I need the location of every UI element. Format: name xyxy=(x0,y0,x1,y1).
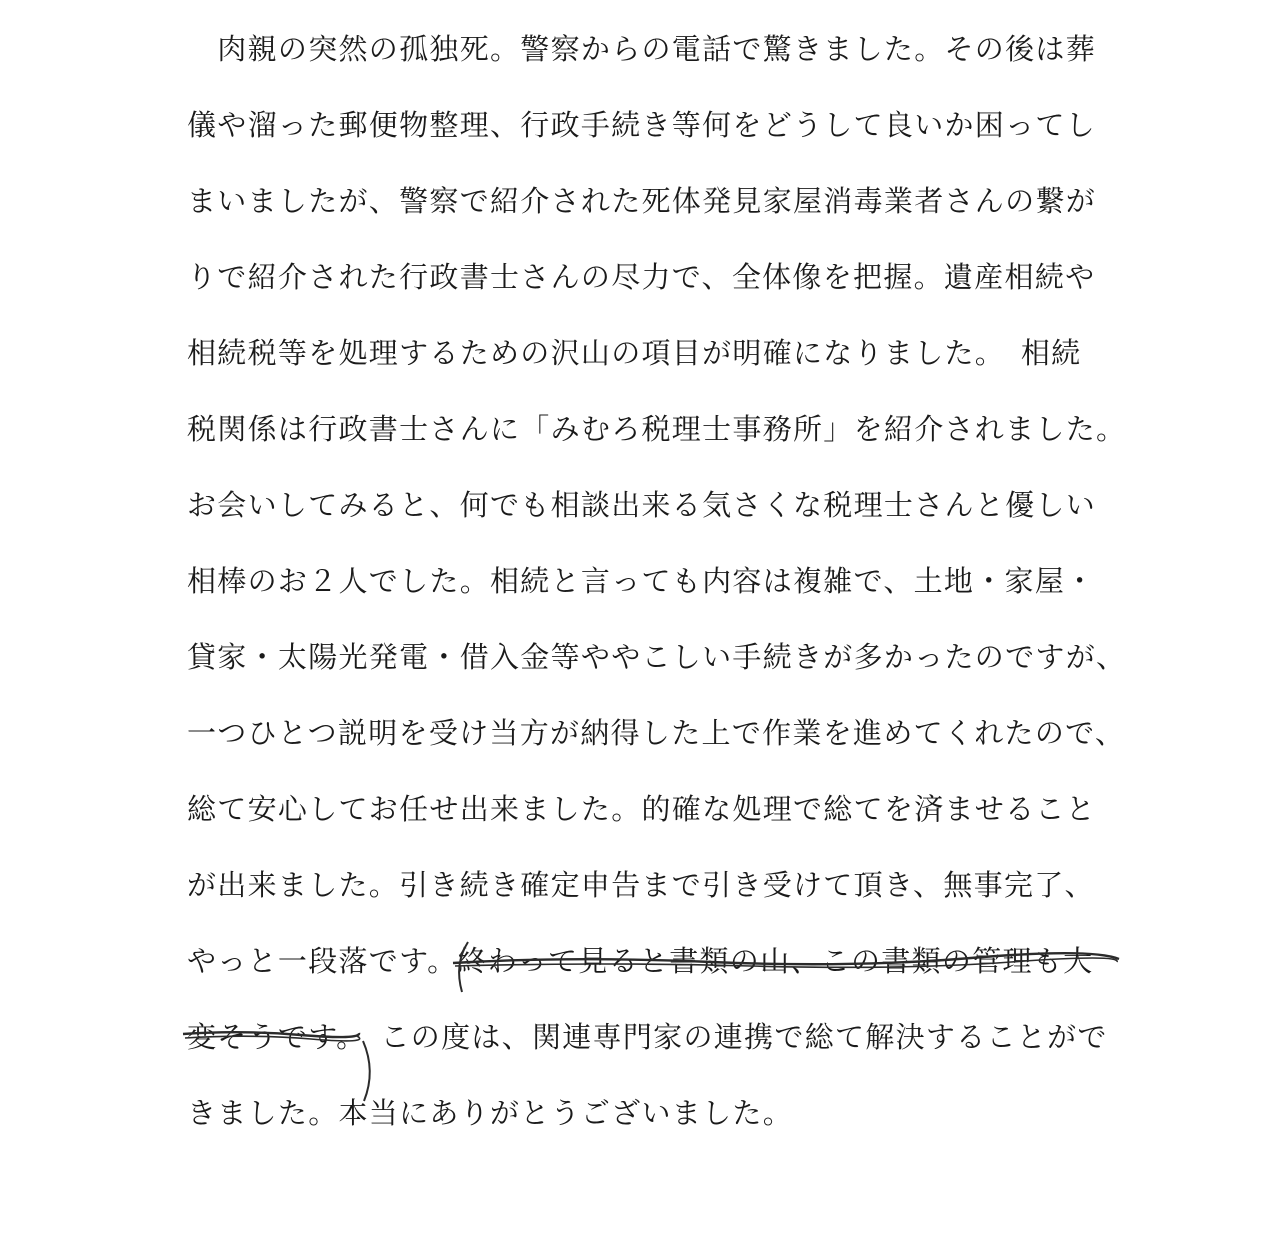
text-line-11: 総て安心してお任せ出来ました。的確な処理で総てを済ませること xyxy=(187,792,1097,826)
text-line-15: きました。本当にありがとうございました。 xyxy=(187,1096,794,1130)
text-line-4: りで紹介された行政書士さんの尽力で、全体像を把握。遺産相続や xyxy=(187,260,1096,294)
text-line-5: 相続税等を処理するための沢山の項目が明確になりました。 相続 xyxy=(187,336,1082,370)
text-line-12: が出来ました。引き続き確定申告まで引き受けて頂き、無事完了、 xyxy=(187,868,1095,902)
text-line-1: 肉親の突然の孤独死。警察からの電話で驚きました。その後は葬 xyxy=(187,32,1097,66)
struck-through-text-continued xyxy=(187,1012,366,1062)
text-line-3: まいましたが、警察で紹介された死体発見家屋消毒業者さんの繋が xyxy=(187,184,1097,218)
text-line-6: 税関係は行政書士さんに「みむろ税理士事務所」を紹介されました。 xyxy=(187,412,1127,446)
text-line-13 xyxy=(187,936,1093,986)
text-line-13-plain: やっと一段落です。 xyxy=(187,944,458,978)
text-line-9: 貸家・太陽光発電・借入金等ややこしい手続きが多かったのですが、 xyxy=(187,640,1127,674)
handwritten-strikethrough-2 xyxy=(181,1012,371,1062)
text-line-2: 儀や溜った郵便物整理、行政手続き等何をどうして良いか困ってし xyxy=(187,108,1097,142)
struck-through-text xyxy=(457,936,1093,986)
text-line-14 xyxy=(187,1012,1108,1062)
text-line-10: 一つひとつ説明を受け当方が納得した上で作業を進めてくれたので、 xyxy=(187,716,1126,750)
text-line-8: 相棒のお２人でした。相続と言っても内容は複雑で、土地・家屋・ xyxy=(187,564,1096,598)
text-line-7: お会いしてみると、何でも相談出来る気さくな税理士さんと優しい xyxy=(187,488,1097,522)
struck-text-part-2: 変そうです。 xyxy=(187,1020,367,1054)
struck-text-part-1: 終わって見ると書類の山、この書類の管理も大 xyxy=(457,944,1094,978)
handwritten-opening-paren-icon xyxy=(452,940,472,1000)
handwritten-strikethrough xyxy=(451,936,1131,986)
text-line-14-plain: この度は、関連専門家の連携で総て解決することがで xyxy=(380,1020,1108,1054)
